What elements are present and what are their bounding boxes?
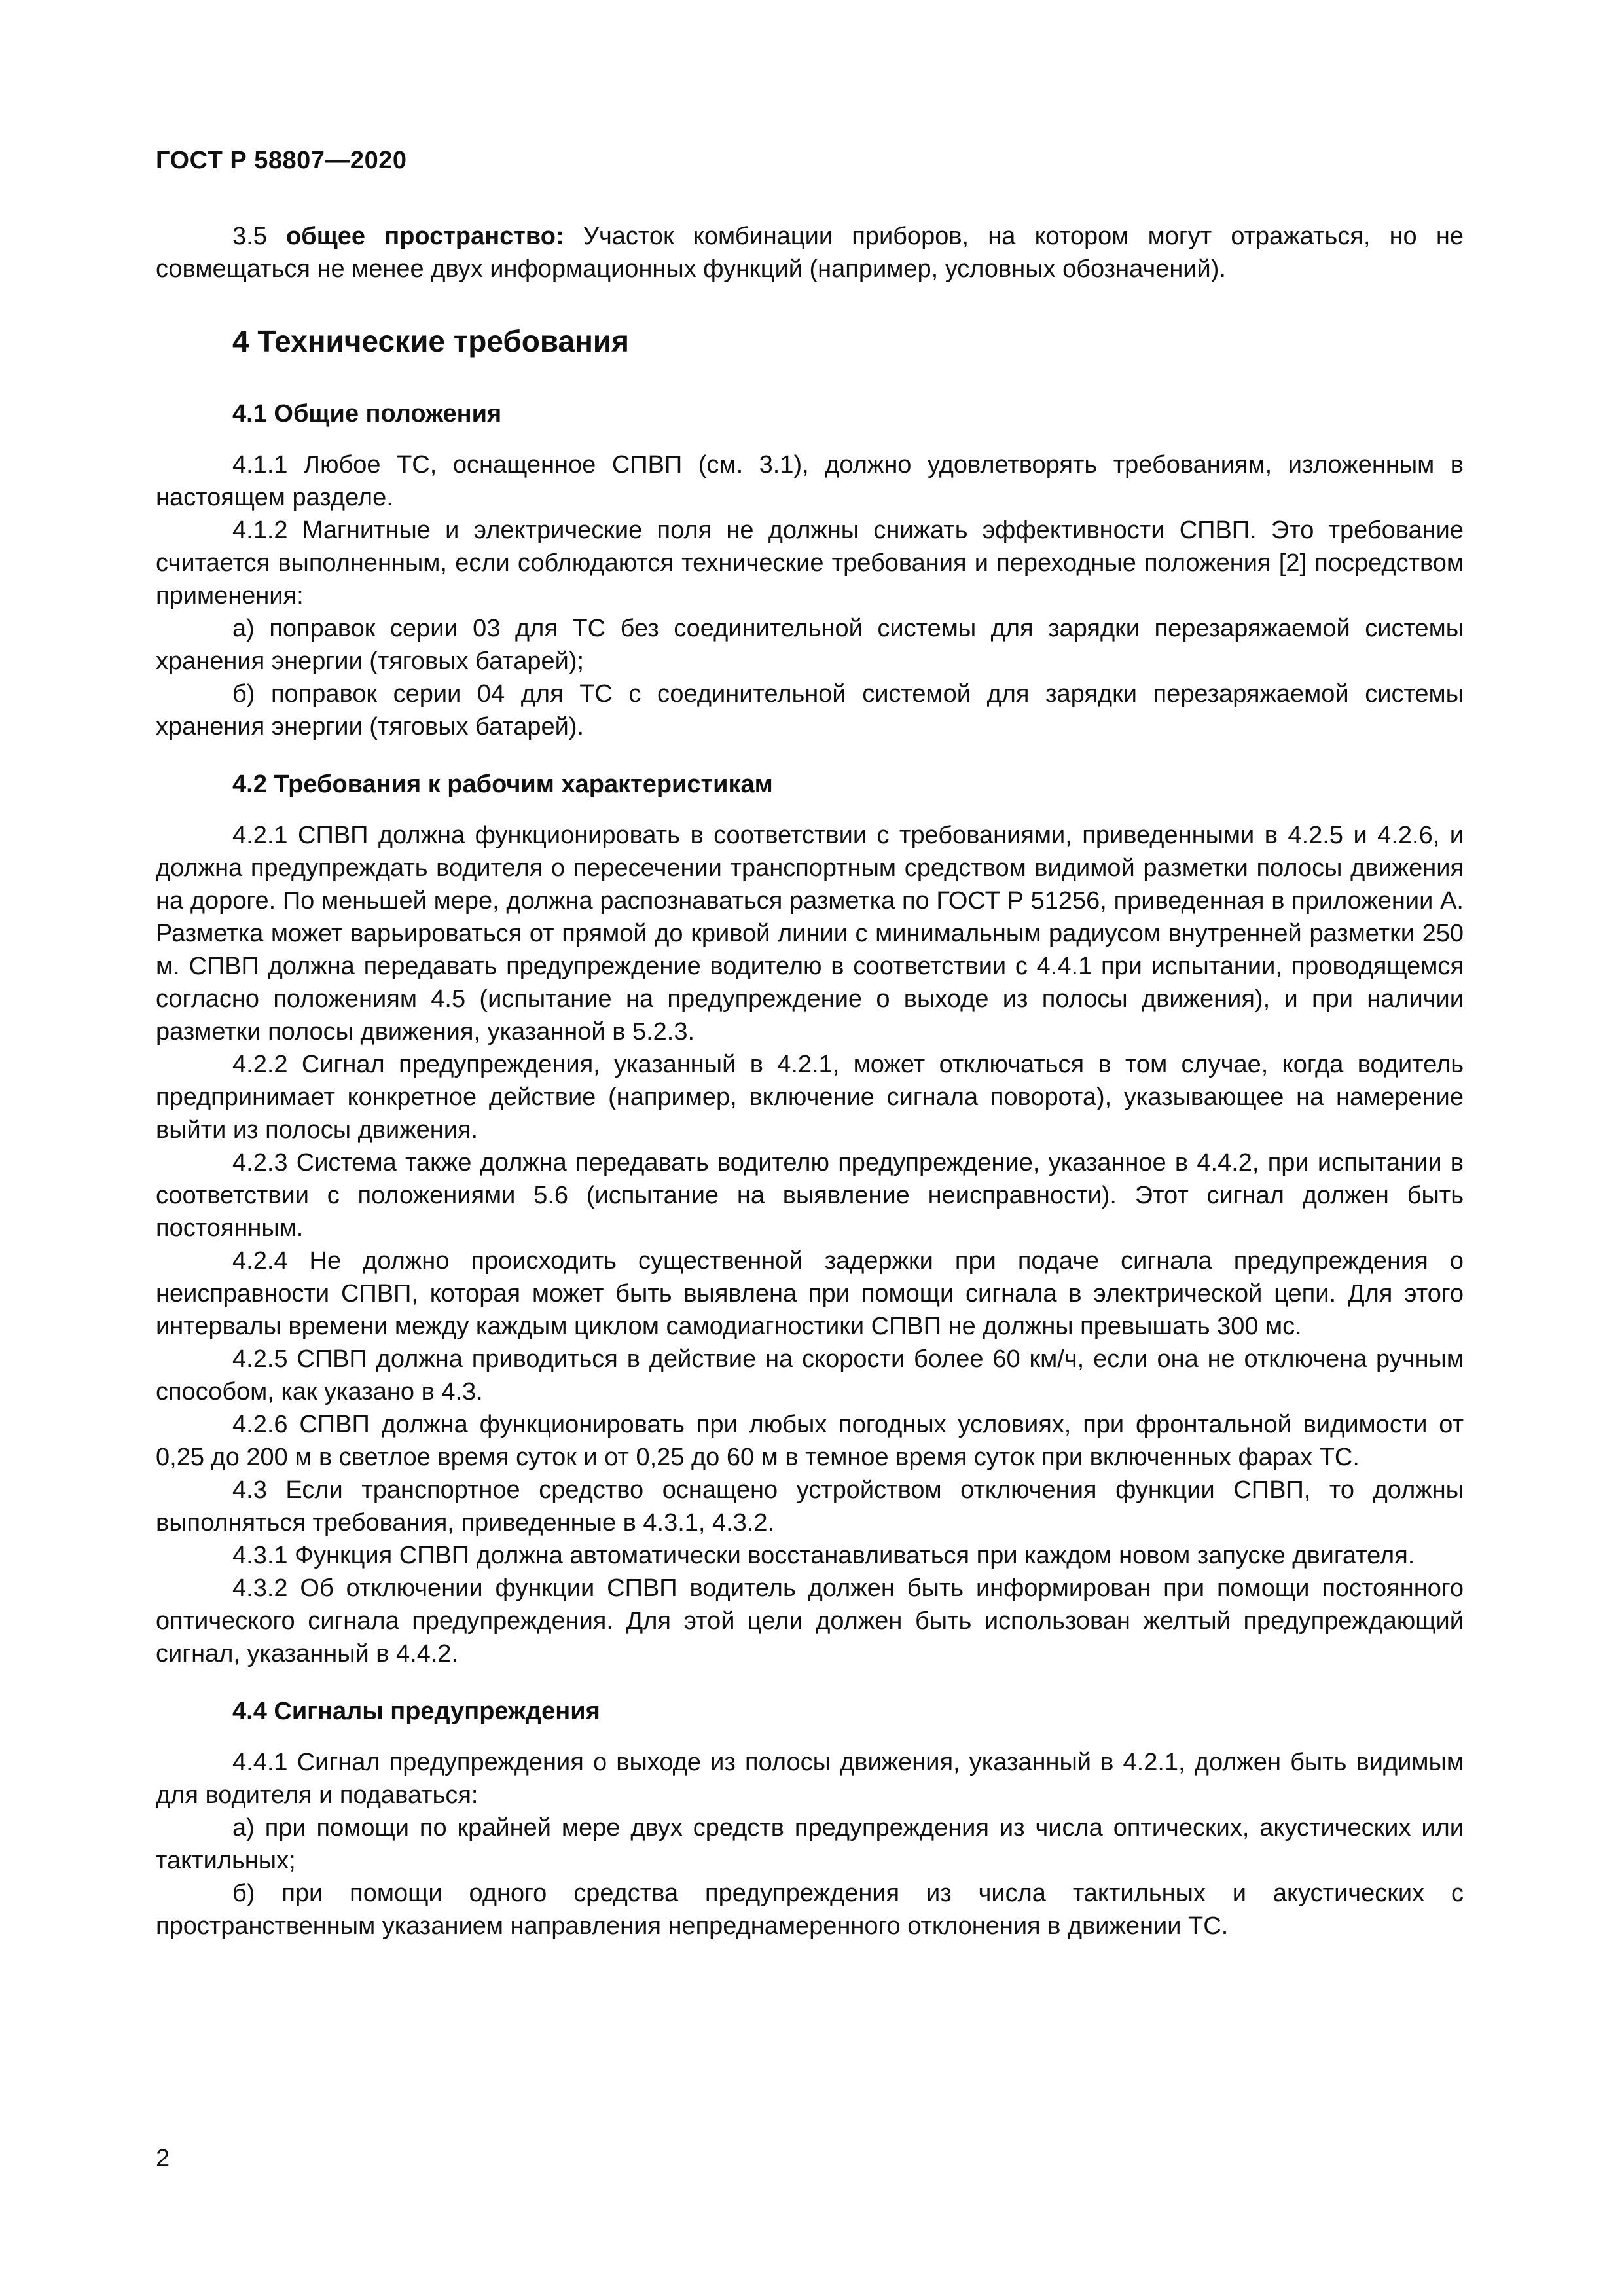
term-definition-text: Участок комбинации приборов, на котором могут отражаться, но не совмещаться не менее двух информационных функций (например, условных обозначений). <box>156 223 1464 283</box>
clause-4-4-1-a: а) при помощи по крайней мере двух средств предупреждения из числа оптических, акустических или тактильных; <box>156 1814 1464 1874</box>
section-4-heading: 4 Технические требования <box>232 324 629 358</box>
clause-4-4-1: 4.4.1 Сигнал предупреждения о выходе из полосы движения, указанный в 4.2.1, должен быть видимым для водителя и подаваться: <box>156 1749 1464 1809</box>
document-header: ГОСТ Р 58807—2020 <box>156 147 407 174</box>
clause-3-5 <box>156 220 1464 285</box>
section-4-4-heading: 4.4 Сигналы предупреждения <box>232 1698 600 1725</box>
page-number: 2 <box>156 2145 170 2172</box>
clause-4-3-1: 4.3.1 Функция СПВП должна автоматически восстанавливаться при каждом новом запуске двигателя. <box>232 1542 1415 1569</box>
clause-4-2-6: 4.2.6 СПВП должна функционировать при любых погодных условиях, при фронтальной видимости от 0,25 до 200 м в светлое время суток и от 0,25 до 60 м в темное время суток при включенных фарах ТС. <box>156 1411 1464 1471</box>
clause-4-2-4: 4.2.4 Не должно происходить существенной задержки при подаче сигнала предупреждения о неисправности СПВП, которая может быть выявлена при помощи сигнала в электрической цепи. Для этого интервалы времени между каждым циклом самодиагностики СПВП не должны превышать 300 мс. <box>156 1247 1464 1340</box>
clause-4-2-2: 4.2.2 Сигнал предупреждения, указанный в 4.2.1, может отключаться в том случае, когда водитель предпринимает конкретное действие (например, включение сигнала поворота), указывающее на намерение выйти из полосы движения. <box>156 1051 1464 1144</box>
clause-4-3: 4.3 Если транспортное средство оснащено устройством отключения функции СПВП, то должны выполняться требования, приведенные в 4.3.1, 4.3.2. <box>156 1476 1464 1537</box>
clause-4-1-2: 4.1.2 Магнитные и электрические поля не должны снижать эффективности СПВП. Это требование считается выполненным, если соблюдаются технические требования и переходные положения [2] посредством применения: <box>156 517 1464 610</box>
section-4-1-heading: 4.1 Общие положения <box>232 400 502 428</box>
term-definition-label: общее пространство: <box>286 223 564 250</box>
clause-4-4-1-b: б) при помощи одного средства предупреждения из числа тактильных и акустических с пространственным указанием направления непреднамеренного отклонения в движении ТС. <box>156 1880 1464 1940</box>
clause-4-2-1: 4.2.1 СПВП должна функционировать в соответствии с требованиями, приведенными в 4.2.5 и 4.2.6, и должна предупреждать водителя о пересечении транспортным средством видимой разметки полосы движения на дороге. По меньшей мере, должна распознаваться разметка по ГОСТ Р 51256, приведенная в приложении А. Разметка может варьироваться от прямой до кривой линии с минимальным радиусом внутренней разметки 250 м. СПВП должна передавать предупреждение водителю в соответствии с 4.4.1 при испытании, проводящемся согласно положениям 4.5 (испытание на предупреждение о выходе из полосы движения), и при наличии разметки полосы движения, указанной в 5.2.3. <box>156 822 1464 1046</box>
clause-4-2-5: 4.2.5 СПВП должна приводиться в действие на скорости более 60 км/ч, если она не отключена ручным способом, как указано в 4.3. <box>156 1345 1464 1406</box>
clause-4-1-2-a: а) поправок серии 03 для ТС без соединительной системы для зарядки перезаряжаемой системы хранения энергии (тяговых батарей); <box>156 615 1464 675</box>
clause-number: 3.5 <box>232 223 267 250</box>
clause-4-1-2-b: б) поправок серии 04 для ТС с соединительной системой для зарядки перезаряжаемой системы хранения энергии (тяговых батарей). <box>156 680 1464 740</box>
clause-4-2-3: 4.2.3 Система также должна передавать водителю предупреждение, указанное в 4.4.2, при испытании в соответствии с положениями 5.6 (испытание на выявление неисправности). Этот сигнал должен быть постоянным. <box>156 1149 1464 1242</box>
document-body <box>156 220 1464 1942</box>
clause-4-3-2: 4.3.2 Об отключении функции СПВП водитель должен быть информирован при помощи постоянного оптического сигнала предупреждения. Для этой цели должен быть использован желтый предупреждающий сигнал, указанный в 4.4.2. <box>156 1575 1464 1667</box>
section-4-2-heading: 4.2 Требования к рабочим характеристикам <box>232 771 773 798</box>
clause-4-1-1: 4.1.1 Любое ТС, оснащенное СПВП (см. 3.1), должно удовлетворять требованиям, изложенным в настоящем разделе. <box>156 451 1464 511</box>
